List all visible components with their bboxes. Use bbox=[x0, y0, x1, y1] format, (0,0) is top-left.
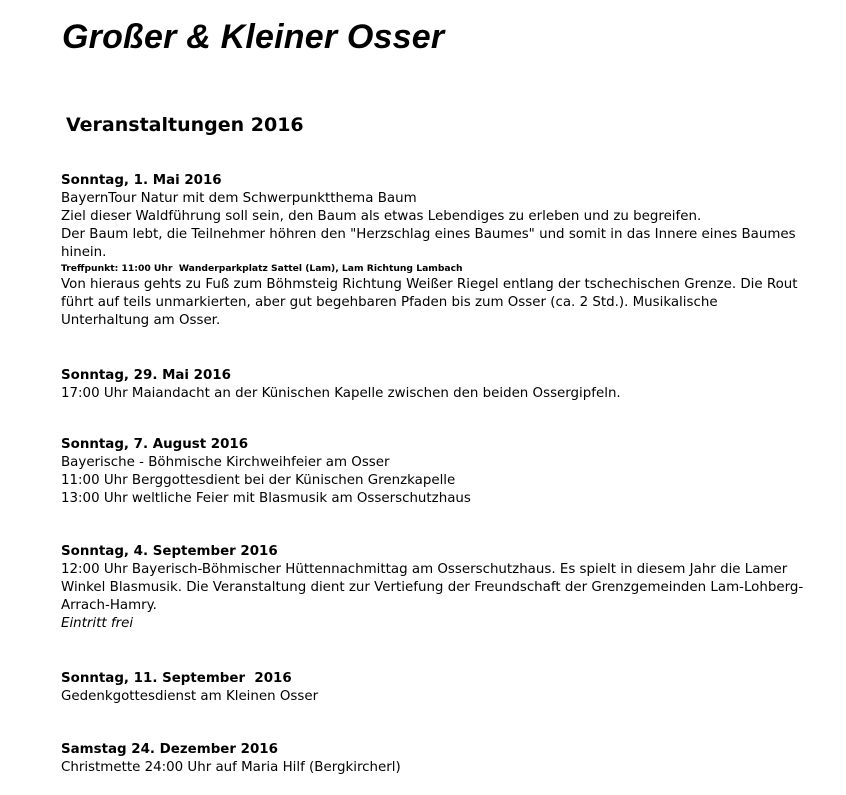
event-date: Sonntag, 4. September 2016 bbox=[61, 544, 278, 559]
event-text-line: Gedenkgottesdienst am Kleinen Osser bbox=[61, 689, 319, 704]
event-text-line: Der Baum lebt, die Teilnehmer höhren den "Herzschlag eines Baumes" und somit in das Innere eines Baumes hinein. bbox=[61, 227, 796, 260]
event-item bbox=[61, 436, 821, 508]
event-description: Von hieraus gehts zu Fuß zum Böhmsteig Richtung Weißer Riegel entlang der tschechischen Grenze. Die Rout führt auf teils unmarkierten, aber gut begehbaren Pfaden bis zum Osser (ca. 2 Std.). Musikalische Unterhaltung am Osser. bbox=[61, 277, 798, 328]
event-date: Sonntag, 11. September 2016 bbox=[61, 671, 292, 686]
event-text-line: Ziel dieser Waldführung soll sein, den Baum als etwas Lebendiges zu erleben und zu begreifen. bbox=[61, 209, 702, 224]
meeting-point: Treffpunkt: 11:00 Uhr Wanderparkplatz Sattel (Lam), Lam Richtung Lambach bbox=[61, 263, 463, 274]
event-item bbox=[61, 172, 821, 330]
event-text-line: Bayerische - Böhmische Kirchweihfeier am Osser bbox=[61, 455, 390, 470]
event-text-line: Christmette 24:00 Uhr auf Maria Hilf (Bergkircherl) bbox=[61, 760, 401, 775]
page-title: Großer & Kleiner Osser bbox=[62, 18, 445, 56]
event-text-line: 17:00 Uhr Maiandacht an der Künischen Kapelle zwischen den beiden Ossergipfeln. bbox=[61, 386, 621, 401]
event-text-line: 13:00 Uhr weltliche Feier mit Blasmusik am Osserschutzhaus bbox=[61, 491, 471, 506]
event-date: Samstag 24. Dezember 2016 bbox=[61, 742, 278, 757]
event-item bbox=[61, 367, 821, 403]
event-date: Sonntag, 7. August 2016 bbox=[61, 437, 249, 452]
event-item bbox=[61, 543, 821, 633]
event-text-line: BayernTour Natur mit dem Schwerpunktthema Baum bbox=[61, 191, 417, 206]
event-item bbox=[61, 670, 821, 706]
event-date: Sonntag, 29. Mai 2016 bbox=[61, 368, 231, 383]
event-text-line: 11:00 Uhr Berggottesdient bei der Künischen Grenzkapelle bbox=[61, 473, 456, 488]
admission-note: Eintritt frei bbox=[61, 616, 134, 631]
event-item bbox=[61, 741, 821, 777]
event-description: 12:00 Uhr Bayerisch-Böhmischer Hüttennachmittag am Osserschutzhaus. Es spielt in diesem Jahr die Lamer Winkel Blasmusik. Die Veranstaltung dient zur Vertiefung der Freundschaft der Grenzgemeinden Lam-Lohberg-Arrach-Hamry. bbox=[61, 562, 804, 613]
section-title: Veranstaltungen 2016 bbox=[66, 114, 304, 136]
event-date: Sonntag, 1. Mai 2016 bbox=[61, 173, 222, 188]
